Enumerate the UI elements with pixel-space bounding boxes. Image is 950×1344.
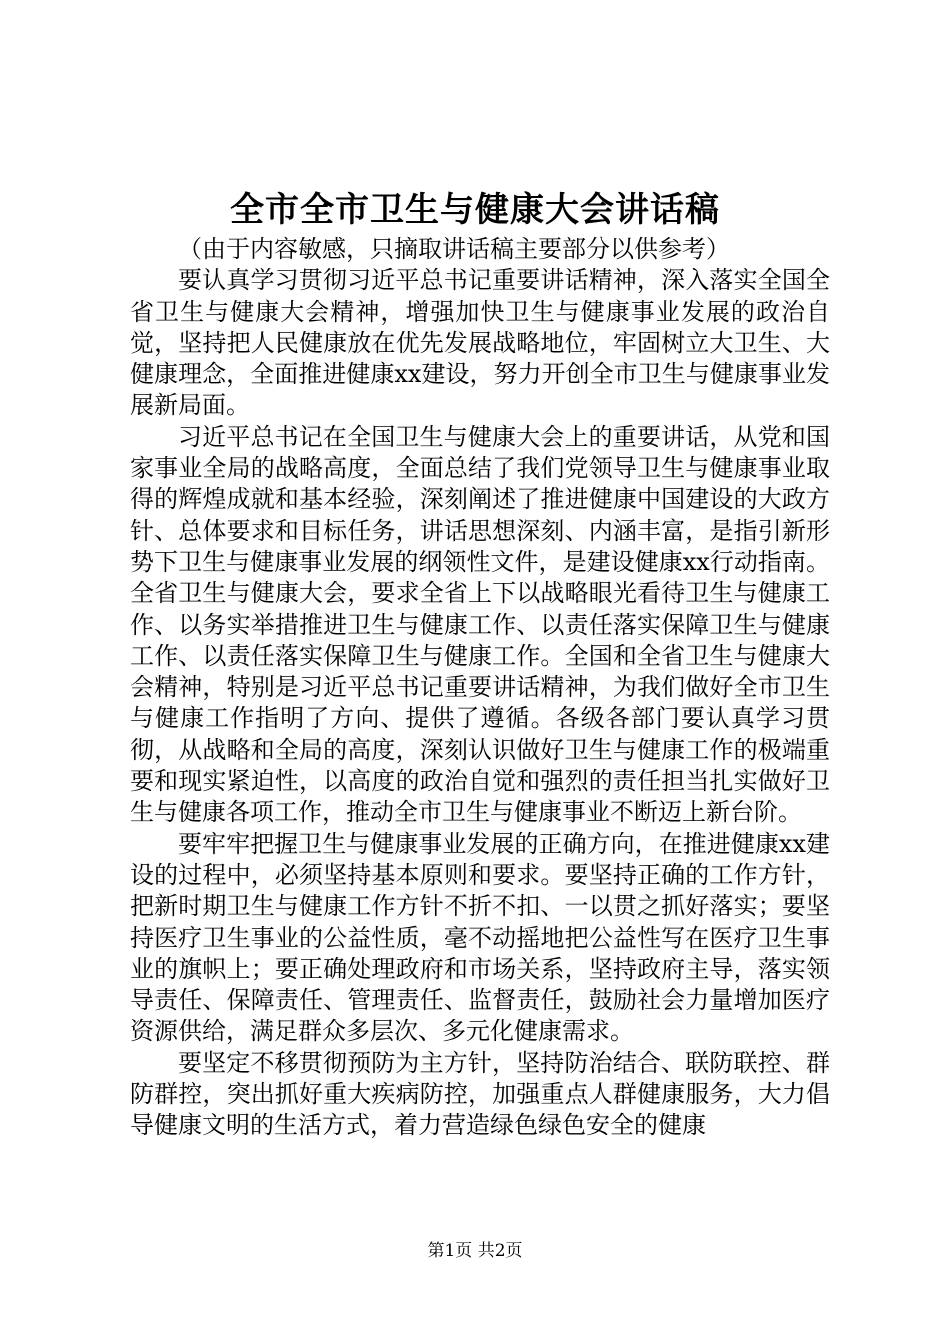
document-body bbox=[130, 234, 830, 1142]
paragraph-3: 要牢牢把握卫生与健康事业发展的正确方向，在推进健康xx建设的过程中，必须坚持基本原则和要求。要坚持正确的工作方针，把新时期卫生与健康工作方针不折不扣、一以贯之抓好落实；要坚持医疗卫生事业的公益性质，毫不动摇地把公益性写在医疗卫生事业的旗帜上；要正确处理政府和市场关系，坚持政府主导，落实领导责任、保障责任、管理责任、监督责任，鼓励社会力量增加医疗资源供给，满足群众多层次、多元化健康需求。 bbox=[130, 829, 830, 1046]
content-note: （由于内容敏感，只摘取讲话稿主要部分以供参考） bbox=[178, 235, 730, 263]
paragraph-1: 要认真学习贯彻习近平总书记重要讲话精神，深入落实全国全省卫生与健康大会精神，增强加快卫生与健康事业发展的政治自觉，坚持把人民健康放在优先发展战略地位，牢固树立大卫生、大健康理念，全面推进健康xx建设，努力开创全市卫生与健康事业发展新局面。 bbox=[130, 266, 830, 420]
paragraph-2: 习近平总书记在全国卫生与健康大会上的重要讲话，从党和国家事业全局的战略高度，全面总结了我们党领导卫生与健康事业取得的辉煌成就和基本经验，深刻阐述了推进健康中国建设的大政方针、总体要求和目标任务，讲话思想深刻、内涵丰富，是指引新形势下卫生与健康事业发展的纲领性文件，是建设健康xx行动指南。全省卫生与健康大会，要求全省上下以战略眼光看待卫生与健康工作、以务实举措推进卫生与健康工作、以责任落实保障卫生与健康工作、以责任落实保障卫生与健康工作。全国和全省卫生与健康大会精神，特别是习近平总书记重要讲话精神，为我们做好全市卫生与健康工作指明了方向、提供了遵循。各级各部门要认真学习贯彻，从战略和全局的高度，深刻认识做好卫生与健康工作的极端重要和现实紧迫性，以高度的政治自觉和强烈的责任担当扎实做好卫生与健康各项工作，推动全市卫生与健康事业不断迈上新台阶。 bbox=[130, 422, 830, 827]
document-title: 全市全市卫生与健康大会讲话稿 bbox=[230, 190, 720, 230]
paragraph-4: 要坚定不移贯彻预防为主方针，坚持防治结合、联防联控、群防群控，突出抓好重大疾病防控，加强重点人群健康服务，大力倡导健康文明的生活方式，着力营造绿色绿色安全的健康 bbox=[130, 1048, 830, 1140]
page-number-footer: 第1页 共2页 bbox=[427, 1241, 523, 1261]
